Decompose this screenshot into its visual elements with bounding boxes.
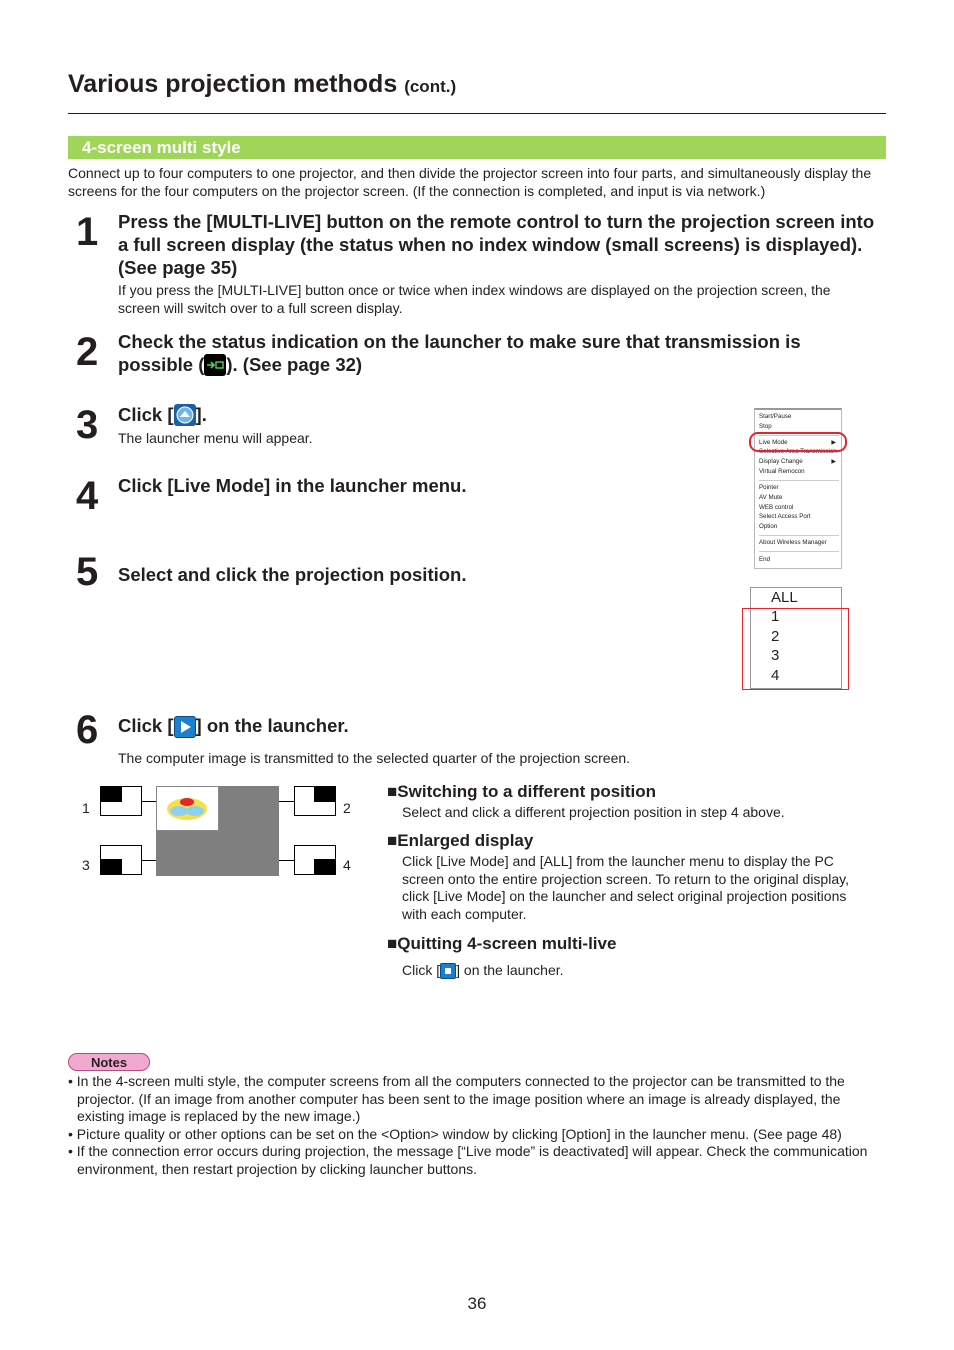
- notes-badge: Notes: [68, 1053, 150, 1071]
- note-item: • If the connection error occurs during projection, the message [“Live mode” is deactivated] will appear. Check the communication environment, then restart projection by clicking launcher buttons.: [68, 1143, 868, 1177]
- menu-item-live-mode[interactable]: Live Mode ▶: [759, 439, 836, 446]
- step-6-number: 6: [76, 708, 99, 752]
- note-item: • In the 4-screen multi style, the computer screens from all the computers connected to the projector can be transmitted to the projector. (If an image from another computer has been sent to the image position where an image is already displayed, the existing image is replaced by the new image.): [68, 1073, 845, 1125]
- arrow-3: [142, 860, 156, 861]
- block-text-switching: Select and click a different projection position in step 4 above.: [402, 804, 785, 820]
- page-number: 36: [467, 1294, 487, 1313]
- menu-item-about[interactable]: About Wireless Manager: [759, 539, 827, 546]
- monitor-2: [294, 786, 336, 816]
- position-item-all[interactable]: ALL: [771, 589, 798, 606]
- step-2-number: 2: [76, 330, 99, 374]
- menu-item-selective-area[interactable]: Selective Area Transmission: [759, 448, 837, 455]
- menu-divider: [759, 551, 839, 552]
- menu-item-display-change[interactable]: Display Change ▶: [759, 458, 836, 465]
- position-item-2[interactable]: 2: [771, 628, 780, 645]
- arrow-1: [142, 801, 156, 802]
- block-heading-switching: ■Switching to a different position: [387, 782, 657, 801]
- menu-item-start-pause[interactable]: Start/Pause: [759, 413, 792, 420]
- step-6-text: The computer image is transmitted to the selected quarter of the projection screen.: [118, 750, 631, 766]
- monitor-1: [100, 786, 142, 816]
- step-2-heading: Check the status indication on the launcher to make sure that transmission is possible ( ). (See page 32): [118, 331, 801, 375]
- position-item-4[interactable]: 4: [771, 667, 780, 684]
- step-5-heading: Select and click the projection position.: [118, 564, 467, 585]
- transmission-ok-icon: [204, 354, 226, 376]
- computer-image: [156, 786, 219, 831]
- live-mode-highlight: [749, 432, 847, 452]
- monitor-3: [100, 845, 142, 875]
- step-1-heading: Press the [MULTI-LIVE] button on the remote control to turn the projection screen into a full screen display (the status when no index window (small screens) is displayed). (See page 35): [118, 211, 875, 278]
- step-6-heading: Click [ ] on the launcher.: [118, 715, 349, 736]
- page-title: Various projection methods (cont.): [68, 70, 457, 98]
- step-1-number: 1: [76, 210, 99, 254]
- quadrant-label-3: 3: [82, 857, 90, 873]
- step-3-heading: Click [ ].: [118, 404, 207, 425]
- menu-item-av-mute[interactable]: AV Mute: [759, 494, 783, 501]
- notes-list: [68, 1073, 888, 1179]
- step-4-number: 4: [76, 474, 99, 518]
- block-heading-enlarged: ■Enlarged display: [387, 831, 534, 850]
- quadrant-label-4: 4: [343, 857, 351, 873]
- monitor-4: [294, 845, 336, 875]
- arrow-2: [279, 801, 294, 802]
- launcher-menu-icon[interactable]: [174, 404, 196, 426]
- block-text-enlarged: Click [Live Mode] and [ALL] from the launcher menu to display the PC screen onto the entire projection screen. To return to the original display, click [Live Mode] on the launcher and select original projection positions with each computer.: [402, 853, 849, 923]
- stop-icon[interactable]: [440, 963, 456, 979]
- step-5-number: 5: [76, 550, 99, 594]
- intro-text: Connect up to four computers to one projector, and then divide the projector screen into four parts, and simultaneously display the screens for the four computers on the projector screen. (If the connection is completed, and input is via network.): [68, 165, 872, 199]
- block-heading-quitting: ■Quitting 4-screen multi-live: [387, 934, 617, 953]
- quadrant-label-1: 1: [82, 800, 90, 816]
- position-item-3[interactable]: 3: [771, 647, 780, 664]
- menu-item-web-control[interactable]: WEB control: [759, 504, 794, 511]
- title-rule: [68, 113, 886, 114]
- section-band: [68, 136, 886, 159]
- quadrant-label-2: 2: [343, 800, 351, 816]
- step-4-heading: Click [Live Mode] in the launcher menu.: [118, 475, 467, 496]
- menu-item-option[interactable]: Option: [759, 523, 778, 530]
- play-icon[interactable]: [174, 716, 196, 738]
- note-item: • Picture quality or other options can be set on the <Option> window by clicking [Option] in the launcher menu. (See page 48): [68, 1125, 842, 1142]
- position-item-1[interactable]: 1: [771, 608, 780, 625]
- menu-item-pointer[interactable]: Pointer: [759, 484, 779, 491]
- block-text-quitting: Click [ ] on the launcher.: [402, 962, 564, 978]
- projected-logo-icon: [157, 787, 218, 830]
- position-highlight: [742, 608, 849, 690]
- step-3-text: The launcher menu will appear.: [118, 430, 313, 446]
- menu-item-stop[interactable]: Stop: [759, 423, 772, 430]
- section-title: 4-screen multi style: [82, 138, 241, 157]
- menu-divider: [759, 535, 839, 536]
- step-3-number: 3: [76, 403, 99, 447]
- menu-item-select-access-port[interactable]: Select Access Port: [759, 513, 811, 520]
- menu-divider: [759, 480, 839, 481]
- menu-item-end[interactable]: End: [759, 556, 771, 563]
- submenu-arrow-icon: ▶: [831, 459, 836, 465]
- step-1-text: If you press the [MULTI-LIVE] button once or twice when index windows are displayed on the projection screen, the screen will switch over to a full screen display.: [118, 282, 831, 316]
- menu-item-virtual-remocon[interactable]: Virtual Remocon: [759, 468, 805, 475]
- submenu-arrow-icon: ▶: [831, 440, 836, 446]
- arrow-4: [279, 860, 294, 861]
